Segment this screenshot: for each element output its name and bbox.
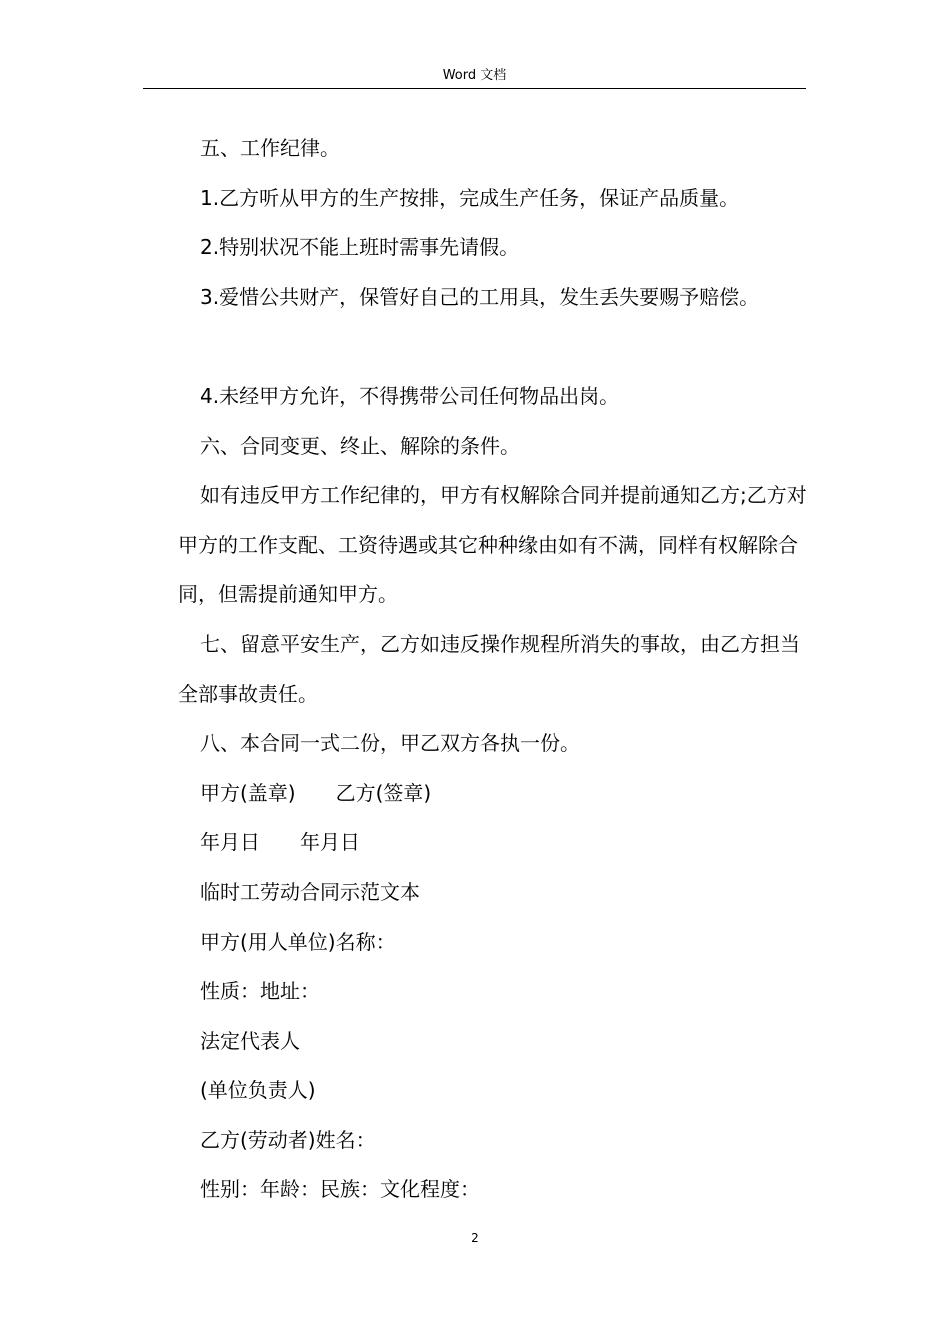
header-title: Word 文档	[442, 68, 507, 83]
paragraph: (单位负责人)	[200, 1078, 316, 1103]
paragraph: 性别：年龄：民族：文化程度：	[200, 1177, 480, 1202]
paragraph: 七、留意平安生产，乙方如违反操作规程所消失的事故，由乙方担当全部事故责任。	[178, 631, 800, 706]
paragraph: 3.爱惜公共财产，保管好自己的工用具，发生丢失要赐予赔偿。	[200, 284, 760, 309]
paragraph: 八、本合同一式二份，甲乙双方各执一份。	[200, 731, 580, 756]
paragraph: 如有违反甲方工作纪律的，甲方有权解除合同并提前通知乙方;乙方对甲方的工作支配、工资待遇或其它种种缘由如有不满，同样有权解除合同，但需提前通知甲方。	[178, 483, 807, 607]
paragraph: 法定代表人	[200, 1028, 300, 1053]
signature-line: 甲方(盖章) 乙方(签章)	[200, 780, 432, 805]
paragraph: 乙方(劳动者)姓名：	[200, 1127, 376, 1152]
paragraph: 1.乙方听从甲方的生产按排，完成生产任务，保证产品质量。	[200, 185, 740, 210]
page-number: 2	[471, 1231, 479, 1245]
paragraph: 甲方(用人单位)名称：	[200, 929, 396, 954]
paragraph: 性质：地址：	[200, 979, 320, 1004]
page-header	[143, 66, 806, 89]
paragraph: 4.未经甲方允许，不得携带公司任何物品出岗。	[200, 383, 620, 408]
paragraph: 2.特别状况不能上班时需事先请假。	[200, 235, 520, 260]
document-body	[178, 124, 810, 1215]
paragraph: 六、合同变更、终止、解除的条件。	[200, 433, 520, 458]
empty-paragraph	[178, 322, 810, 372]
section-title: 临时工劳动合同示范文本	[200, 879, 420, 904]
date-line: 年月日 年月日	[200, 830, 360, 855]
paragraph: 五、工作纪律。	[200, 136, 340, 160]
